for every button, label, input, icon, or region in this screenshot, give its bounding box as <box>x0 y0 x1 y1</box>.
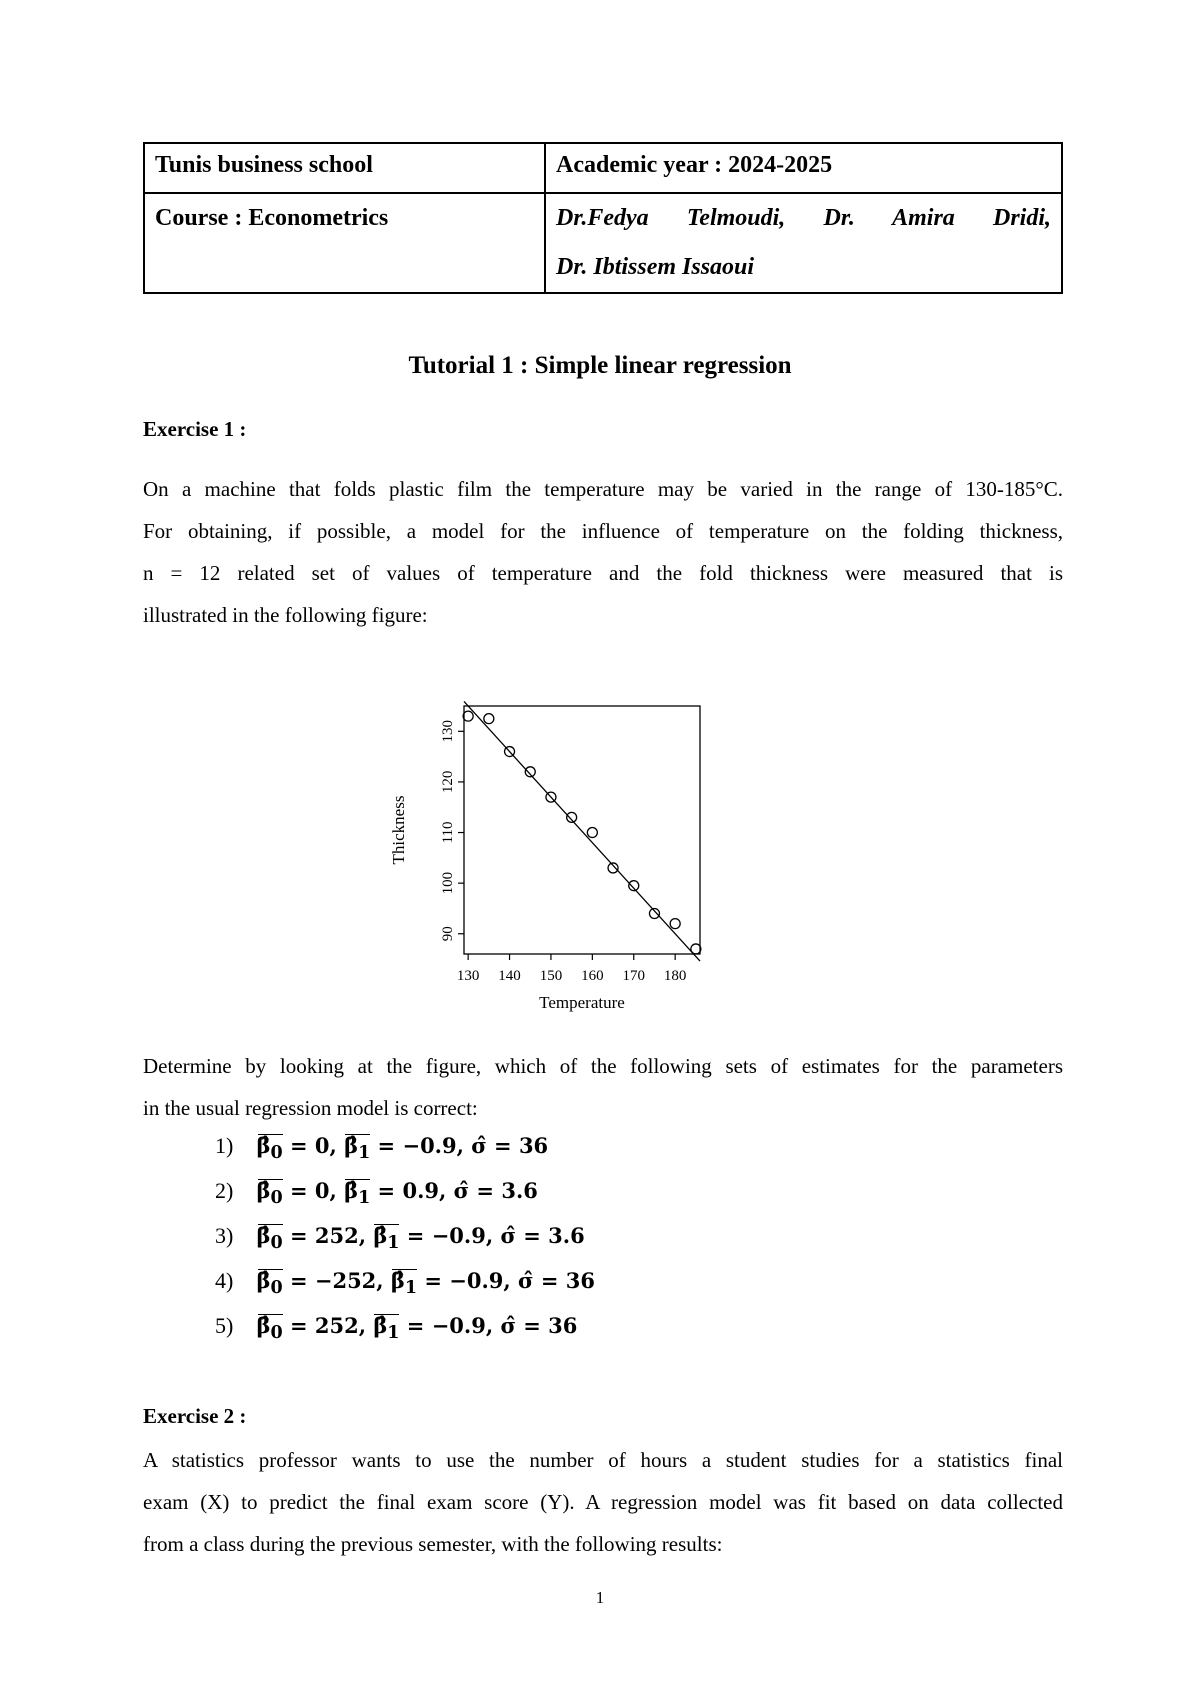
option-b0: −252 <box>314 1268 377 1293</box>
text-line: On a machine that folds plastic film the temperature may be varied in the range of 130-185°C. <box>143 477 1063 501</box>
option-b1: −0.9 <box>449 1268 504 1293</box>
text-line: A statistics professor wants to use the number of hours a student studies for a statistics final <box>143 1448 1063 1472</box>
x-tick-label: 130 <box>456 968 480 984</box>
option-sigma: 3.6 <box>548 1223 585 1248</box>
x-tick-label: 150 <box>539 968 563 984</box>
option-item: 3) $\betâ_0 = 252$, $\betâ_1 = -0.9$, σ̂ = 3.6 <box>215 1223 585 1254</box>
option-sigma: 3.6 <box>501 1178 538 1203</box>
option-sigma: 36 <box>548 1313 578 1338</box>
authors-line-2: Dr. Ibtissem Issaoui <box>556 254 755 280</box>
data-point <box>608 863 618 873</box>
data-point <box>629 881 639 891</box>
text-line: exam (X) to predict the final exam score (Y). A regression model was fit based on data collected <box>143 1490 1063 1514</box>
text-line: from a class during the previous semester, with the following results: <box>143 1532 723 1556</box>
option-b1: −0.9 <box>431 1223 486 1248</box>
option-sigma: 36 <box>565 1268 595 1293</box>
y-axis <box>440 720 464 941</box>
option-b0: 252 <box>314 1313 359 1338</box>
x-axis-label: Temperature <box>539 993 625 1012</box>
option-b1: −0.9 <box>402 1133 457 1158</box>
regression-line <box>464 701 700 961</box>
option-sigma: 36 <box>518 1133 549 1158</box>
x-axis <box>457 954 687 984</box>
x-tick-label: 180 <box>663 968 687 984</box>
y-tick-label: 120 <box>440 770 456 794</box>
option-b0: 252 <box>314 1223 359 1248</box>
text-line: in the usual regression model is correct: <box>143 1096 478 1120</box>
plot-frame <box>464 706 700 954</box>
option-number: 4) <box>215 1268 234 1293</box>
option-b0: 0 <box>314 1133 330 1158</box>
option-number: 5) <box>215 1313 234 1338</box>
data-point <box>649 909 659 919</box>
exercise-2-text <box>143 1439 1063 1565</box>
exercise-2-heading: Exercise 2 : <box>143 1404 247 1428</box>
year-cell: Academic year : 2024-2025 <box>545 143 1062 193</box>
data-point <box>670 919 680 929</box>
option-item: 5) $\betâ_0 = 252$, $\betâ_1 = -0.9$, σ̂ = 36 <box>215 1313 578 1344</box>
option-b1: −0.9 <box>431 1313 486 1338</box>
option-b0: 0 <box>314 1178 330 1203</box>
scatter-chart <box>380 690 720 1030</box>
y-axis-label: Thickness <box>389 795 408 865</box>
x-tick-label: 160 <box>581 968 604 984</box>
exercise-1-text <box>143 468 1063 636</box>
text-line: n = 12 related set of values of temperature and the fold thickness were measured that is <box>143 561 1063 585</box>
authors-line-1: Dr.Fedya Telmoudi, Dr. Amira Dridi, <box>556 205 1051 231</box>
option-b1: 0.9 <box>402 1178 440 1203</box>
option-number: 3) <box>215 1223 234 1248</box>
text-line: illustrated in the following figure: <box>143 603 428 627</box>
option-number: 1) <box>215 1133 234 1158</box>
x-tick-label: 140 <box>498 968 521 984</box>
page-title: Tutorial 1 : Simple linear regression <box>408 352 792 379</box>
option-item: 1) $\betâ_0 = 0$, $\betâ_1 = -0.9$, σ̂ = 36 <box>215 1133 549 1164</box>
authors-cell <box>545 193 1062 293</box>
data-points <box>463 711 701 954</box>
text-line: For obtaining, if possible, a model for the influence of temperature on the folding thickness, <box>143 519 1063 543</box>
course-cell: Course : Econometrics <box>144 193 545 293</box>
text-line: Determine by looking at the figure, which of the following sets of estimates for the parameters <box>143 1054 1063 1078</box>
data-point <box>567 812 577 822</box>
y-tick-label: 100 <box>440 871 456 895</box>
data-point <box>587 828 597 838</box>
option-item: 4) $\betâ_0 = -252$, $\betâ_1 = -0.9$, σ̂ = 36 <box>215 1268 595 1299</box>
header-table <box>143 142 1063 294</box>
data-point <box>525 767 535 777</box>
exercise-1-heading: Exercise 1 : <box>143 417 247 441</box>
option-number: 2) <box>215 1178 234 1203</box>
data-point <box>484 714 494 724</box>
exercise-1-question <box>143 1045 1063 1129</box>
y-tick-label: 130 <box>440 720 456 743</box>
y-tick-label: 90 <box>440 926 456 942</box>
page-number: 1 <box>595 1588 605 1607</box>
y-tick-label: 110 <box>440 821 456 844</box>
school-cell: Tunis business school <box>144 143 545 193</box>
x-tick-label: 170 <box>622 968 646 984</box>
option-item: 2) $\betâ_0 = 0$, $\betâ_1 = 0.9$, σ̂ = 3.6 <box>215 1178 538 1209</box>
